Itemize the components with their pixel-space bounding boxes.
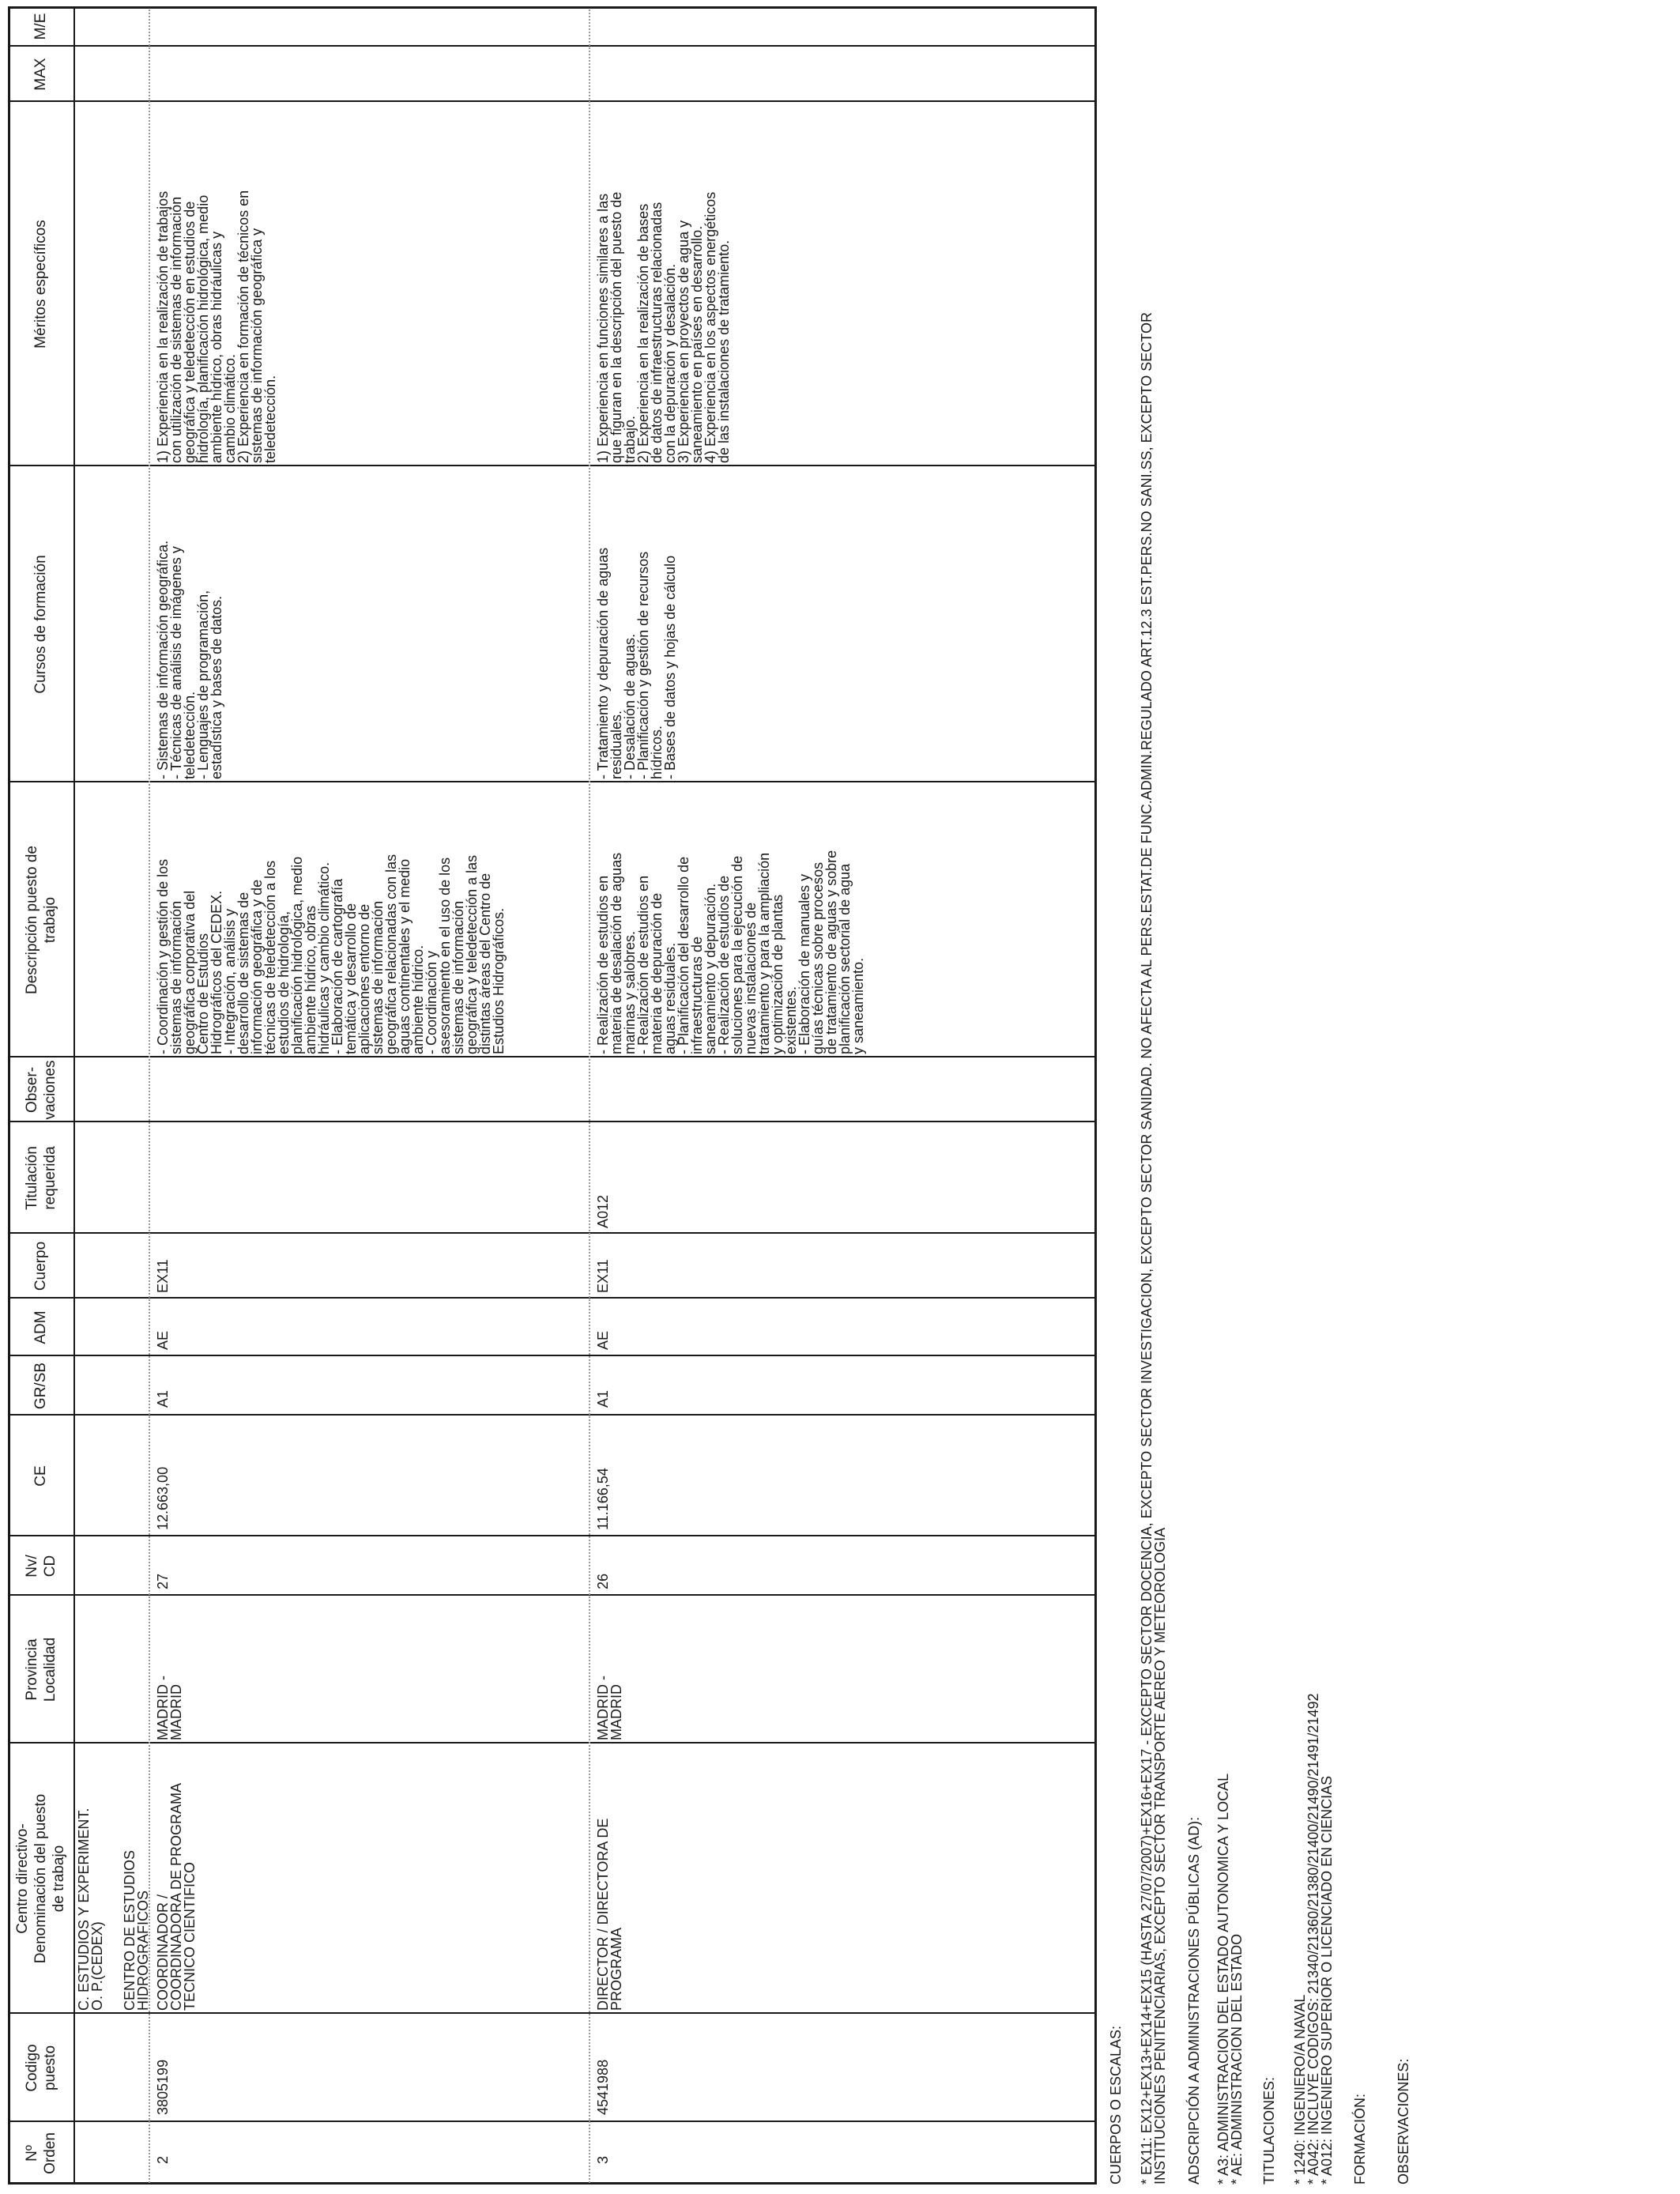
table-row-titulacion: A012	[595, 1194, 611, 1228]
header-cursos: Cursos de formación	[32, 555, 49, 694]
group-header-cedex: C. ESTUDIOS Y EXPERIMENT. O. P.(CEDEX)	[76, 1808, 105, 2011]
col-sep	[8, 100, 1097, 102]
table-row-descripcion: - Realización de estudios en materia de desalación de aguas marinas y salobres. - Realización de estudios en materia de depuración de aguas residuales. - Planificación del desarrollo de infraestructuras de saneamiento y depuración. - Realización de estudios de soluciones para la ejecución de nuevas instalaciones de tratamiento y para la ampliación y optimización de plantas existentes. - Elaboración de manuales y guías técnicas sobre procesos de tratamiento de aguas y sobre planificación sectorial de agua y saneamiento.	[595, 850, 866, 1054]
col-sep	[8, 1535, 1097, 1536]
col-sep	[8, 465, 1097, 466]
header-max: MAX	[32, 58, 49, 91]
header-cuerpo: Cuerpo	[32, 1241, 49, 1291]
col-sep	[8, 1742, 1097, 1744]
header-descripcion: Descripción puesto de trabajo	[23, 846, 58, 994]
table-row-nivel: 26	[595, 1573, 611, 1589]
adscripcion-text: * A3: ADMINISTRACION DEL ESTADO AUTONOMICA Y LOCAL * AE: ADMINISTRACION DEL ESTADO	[1215, 1773, 1245, 2185]
adscripcion-title: ADSCRIPCIÓN A ADMINISTRACIONES PÚBLICAS (AD):	[1186, 1816, 1202, 2185]
col-sep	[8, 1232, 1097, 1234]
table-row-cursos: - Sistemas de información geográfica. - Técnicas de análisis de imágenes y teledetección. - Lenguajes de programación, estadística y bases de datos.	[155, 540, 224, 779]
col-sep	[8, 1056, 1097, 1057]
header-separator	[73, 6, 75, 2185]
table-row-cursos: - Tratamiento y depuración de aguas residuales. - Desalación de aguas. - Planificación y gestión de recursos hídricos. - Bases de datos y hojas de cálculo	[595, 547, 678, 779]
table-row-ce: 12.663,00	[155, 1466, 171, 1530]
table-row-orden: 2	[155, 2155, 171, 2164]
table-row-grupo: A1	[595, 1389, 611, 1408]
col-sep	[8, 2120, 1097, 2122]
table-row-codigo: 3805199	[155, 2059, 171, 2115]
table-row-provincia: MADRID - MADRID	[155, 1676, 184, 1740]
col-sep	[8, 1594, 1097, 1596]
header-provincia: Provincia Localidad	[23, 1637, 58, 1702]
row-separator	[589, 9, 590, 2183]
header-centro: Centro directivo- Denominación del puesto de trabajo	[14, 1793, 67, 1964]
table-row-orden: 3	[595, 2155, 611, 2164]
header-ce: CE	[32, 1465, 49, 1487]
header-me: M/E	[32, 13, 49, 40]
titulaciones-title: TITULACIONES:	[1261, 2076, 1277, 2185]
table-row-adm: AE	[595, 1330, 611, 1350]
table-row-ce: 11.166,54	[595, 1468, 611, 1530]
col-sep	[8, 2012, 1097, 2014]
cuerpos-text: * EX11: EX12+EX13+EX14+EX15 (HASTA 27/07/2007)+EX16+EX17 - EXCEPTO SECTOR DOCENCIA, EXCEPTO SECTOR INVESTIGACION, EXCEPTO SECTOR SANIDAD. NO AFECTA AL PERS.ESTAT.DE FUNC.ADMIN.REGULADO ART.12.3 EST.PERS.NO SANI.SS, EXCEPTO SECTOR INSTITUCIONES PENITENCIARIAS, EXCEPTO SECTOR TRANSPORTE AEREO Y METEOROLOGIA	[1139, 312, 1168, 2185]
col-sep	[8, 1121, 1097, 1122]
formacion-title: FORMACIÓN:	[1352, 2094, 1368, 2185]
col-sep	[8, 781, 1097, 782]
table-row-provincia: MADRID - MADRID	[595, 1676, 624, 1740]
titulaciones-text: * 1240: INGENIERO/A NAVAL * A042: INCLUYE CODIGOS: 21340/21360/21380/21400/21490/21491/21492 * A012: INGENIERO SUPERIOR O LICENCIADO EN CIENCIAS	[1292, 1693, 1335, 2185]
cuerpos-title: CUERPOS O ESCALAS:	[1108, 2025, 1124, 2185]
header-observaciones: Obser- vaciones	[23, 1060, 58, 1120]
header-meritos: Méritos específicos	[32, 220, 49, 349]
table-row-denominacion: COORDINADOR / COORDINADORA DE PROGRAMA TECNICO CIENTIFICO	[155, 1782, 198, 2011]
table-row-denominacion: DIRECTOR / DIRECTORA DE PROGRAMA	[595, 1818, 624, 2011]
table-row-cuerpo: EX11	[155, 1259, 171, 1293]
table-row-adm: AE	[155, 1330, 171, 1350]
col-sep	[8, 1355, 1097, 1356]
table-row-meritos: 1) Experiencia en la realización de trabajos con utilización de sistemas de información geográfica y teledetección en estudios de hidrología, planificación hidrológica, medio ambiente hídrico, obras hidráulicas y cambio climático. 2) Experiencia en formación de técnicos en sistemas de información geográfica y teledetección.	[155, 190, 278, 463]
header-nivel: Nv/ CD	[23, 1555, 58, 1578]
header-orden: Nº Orden	[23, 2132, 58, 2174]
table-row-descripcion: - Coordinación y gestión de los sistemas de información geográfica corporativa del Centro de Estudios Hidrográficos del CEDEX. - Integración, análisis y desarrollo de sistemas de información geográfica y de técnicas de teledetección a los estudios de hidrología, planificación hidrológica, medio ambiente hídrico, obras hidráulicas y cambio climático. - Elaboración de cartografía temática y desarrollo de aplicaciones entorno de sistemas de información geográfica relacionadas con las aguas continentales y el medio ambiente hídrico. - Coordinación y asesoramiento en el uso de los sistemas de información geográfica y teledetección a las distintas áreas del Centro de Estudios Hidrográficos.	[155, 854, 507, 1054]
table-row-grupo: A1	[155, 1389, 171, 1408]
table-row-meritos: 1) Experiencia en funciones similares a las que figuran en la descripción del puesto de trabajo. 2) Experiencia en la realización de bases de datos de infraestructuras relacionadas con la depuración y desalación. 3) Experiencia en proyectos de agua y saneamiento en países en desarrollo. 4) Experiencia en los aspectos energéticos de las instalaciones de tratamiento.	[595, 191, 732, 463]
table-row-nivel: 27	[155, 1573, 171, 1589]
header-grupo: GR/SB	[32, 1362, 49, 1410]
observaciones-title: OBSERVACIONES:	[1396, 2058, 1411, 2185]
col-sep	[8, 1414, 1097, 1416]
table-row-codigo: 4541988	[595, 2059, 611, 2115]
col-sep	[8, 45, 1097, 47]
header-codigo: Codigo puesto	[23, 2044, 58, 2092]
col-sep	[8, 1297, 1097, 1299]
group-header-centro: CENTRO DE ESTUDIOS HIDROGRAFICOS	[122, 1849, 151, 2011]
table-row-cuerpo: EX11	[595, 1259, 611, 1293]
header-adm: ADM	[32, 1310, 49, 1344]
header-titulacion: Titulación requerida	[23, 1146, 58, 1210]
